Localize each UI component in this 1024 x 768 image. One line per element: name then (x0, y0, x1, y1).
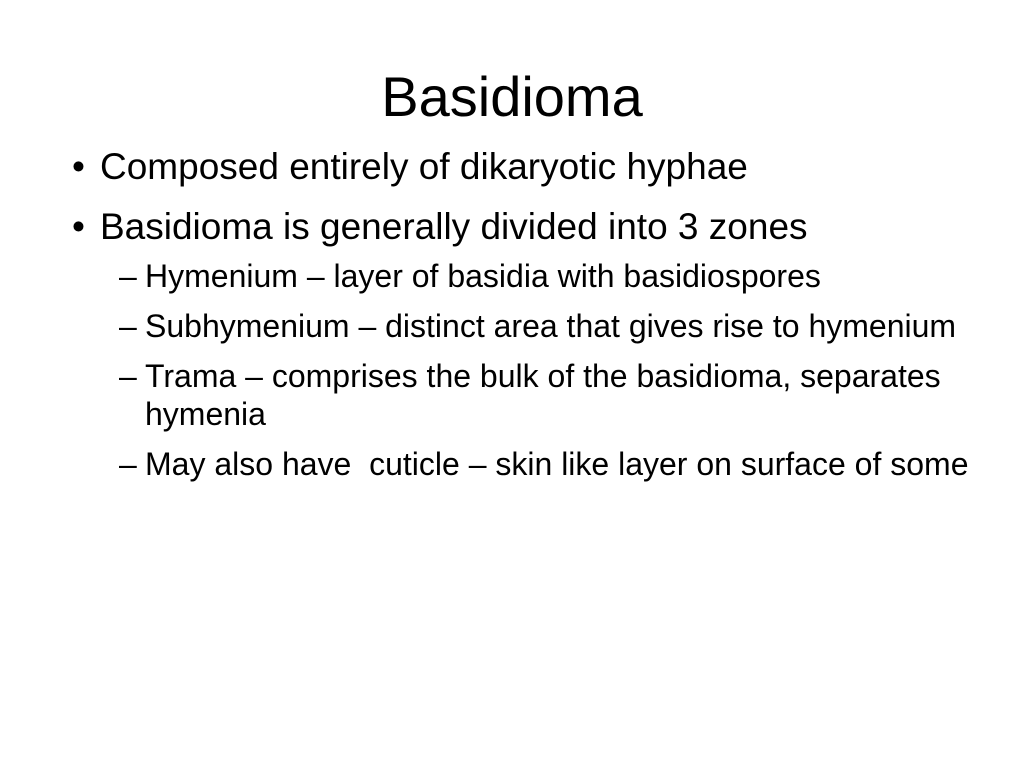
slide-title: Basidioma (381, 65, 643, 128)
sub-bullet-text: Hymenium – layer of basidia with basidiospores (145, 258, 821, 294)
sub-bullet-marker: – (119, 308, 137, 344)
sub-bullet-marker: – (119, 258, 137, 294)
sub-bullet-subhymenium (100, 307, 980, 345)
bullet-item-composition (70, 144, 980, 189)
bullet-marker: • (72, 206, 85, 247)
sub-bullet-marker: – (119, 446, 137, 482)
sub-bullet-text: May also have cuticle – skin like layer on surface of some (145, 446, 969, 482)
sub-bullet-hymenium (100, 257, 980, 295)
bullet-list (70, 144, 980, 498)
bullet-item-zones (70, 204, 980, 483)
bullet-text: Composed entirely of dikaryotic hyphae (100, 146, 748, 187)
bullet-text: Basidioma is generally divided into 3 zones (100, 206, 808, 247)
sub-bullet-text: Subhymenium – distinct area that gives rise to hymenium (145, 308, 957, 344)
sub-bullet-list (100, 257, 980, 483)
sub-bullet-text: Trama – comprises the bulk of the basidioma, separates hymenia (145, 358, 941, 432)
sub-bullet-cuticle (100, 445, 980, 483)
sub-bullet-marker: – (119, 358, 137, 394)
bullet-marker: • (72, 146, 85, 187)
sub-bullet-trama (100, 357, 980, 433)
